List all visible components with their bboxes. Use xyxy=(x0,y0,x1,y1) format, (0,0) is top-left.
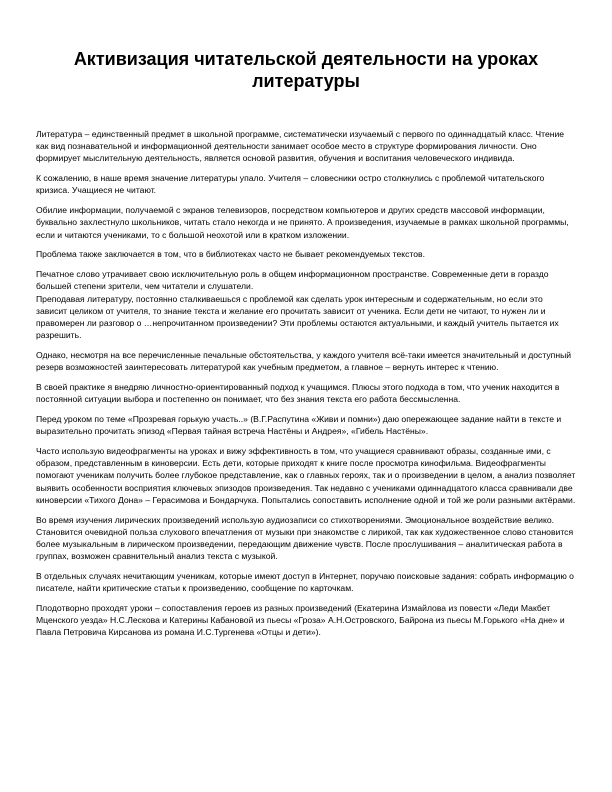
paragraph: Проблема также заключается в том, что в библиотеках часто не бывает рекомендуемых текстов. xyxy=(36,249,425,260)
page-title: Активизация читательской деятельности на уроках литературы xyxy=(73,49,539,91)
paragraph: Преподавая литературу, постоянно сталкиваешься с проблемой как сделать урок интересным и содержательным, но если это зависит целиком от учителя, то знание текста и желание его прочитать зависит от ученика. Если дети не читают, то нужен ли и правомерен ли разговор о …непрочитанном произведении? Эти проблемы остаются актуальными, и каждый учитель пытается их разрешить. xyxy=(36,293,559,341)
paragraph: Печатное слово утрачивает свою исключительную роль в общем информационном пространстве. Современные дети в гораздо большей степени зрители, чем читатели и слушатели. xyxy=(36,269,549,292)
paragraph: К сожалению, в наше время значение литературы упало. Учителя – словесники остро столкнулись с проблемой читательского кризиса. Учащиеся не читают. xyxy=(36,173,545,196)
paragraph: Обилие информации, получаемой с экранов телевизоров, посредством компьютеров и других средств массовой информации, буквально захлестнуло школьников, читать стало некогда и не принято. А произведения, изучаемые в рамках школьной программы, если и читаются учениками, то с большой неохотой или в кратком изложении. xyxy=(36,205,569,240)
paragraph: Перед уроком по теме «Прозревая горькую участь..» (В.Г.Распутина «Живи и помни») даю опережающее задание найти в тексте и выразительно прочитать эпизод «Первая тайная встреча Настёны и Андрея», «Гибель Настёны». xyxy=(36,414,562,437)
paragraph: Часто использую видеофрагменты на уроках и вижу эффективность в том, что учащиеся сравнивают образы, созданные ими, с образом, представленным в киноверсии. Есть дети, которые приходят к книге после просмотра кинофильма. Видеофрагменты помогают ученикам получить более глубокое представление, как о главных героях, так и о произведении в целом, а анализ позволяет выявить особенности восприятия ключевых эпизодов произведения. Так недавно с учениками одиннадцатого класса сравнивали две киноверсии «Тихого Дона» – Герасимова и Бондарчука. Попытались сопоставить исполнение одной и той же роли разными актёрами. xyxy=(36,446,576,505)
paragraph: Однако, несмотря на все перечисленные печальные обстоятельства, у каждого учителя всё-таки имеется значительный и доступный резерв возможностей заинтересовать литературой как учебным предметом, а главное – вернуть интерес к чтению. xyxy=(36,350,572,373)
paragraph: В своей практике я внедряю личностно-ориентированный подход к учащимся. Плюсы этого подхода в том, что ученик находится в постоянной ситуации выбора и постепенно он понимает, что без знания текста его работа бессмысленна. xyxy=(36,382,560,405)
paragraph: В отдельных случаях нечитающим ученикам, которые имеют доступ в Интернет, поручаю поисковые задания: собрать информацию о писателе, найти критические статьи к произведению, сообщение по карточкам. xyxy=(36,571,574,594)
paragraph: Литература – единственный предмет в школьной программе, систематически изучаемый с первого по одиннадцатый класс. Чтение как вид познавательной и информационной деятельности занимает особое место в структуре формирования личности. Оно формирует мыслительную деятельность, является основой развития, обучения и воспитания человеческого индивида. xyxy=(36,129,565,164)
paragraph: Во время изучения лирических произведений использую аудиозаписи со стихотворениями. Эмоциональное воздействие велико. Становится очевидной польза слухового впечатления от музыки при знакомстве с лирикой, так как художественное слово становится более музыкальным в лирическом произведении, передающим движение чувств. После прослушивания – аналитическая работа в группах, возможен сравнительный анализ текста с музыкой. xyxy=(36,514,574,562)
paragraph: Плодотворно проходят уроки – сопоставления героев из разных произведений (Екатерина Измайлова из повести «Леди Макбет Мценского уезда» Н.С.Лескова и Катерины Кабановой из пьесы «Гроза» А.Н.Островского, Байрона из пьесы М.Горького «На дне» и Павла Петровича Кирсанова из романа И.С.Тургенева «Отцы и дети»). xyxy=(36,603,565,638)
document-body xyxy=(36,128,576,646)
